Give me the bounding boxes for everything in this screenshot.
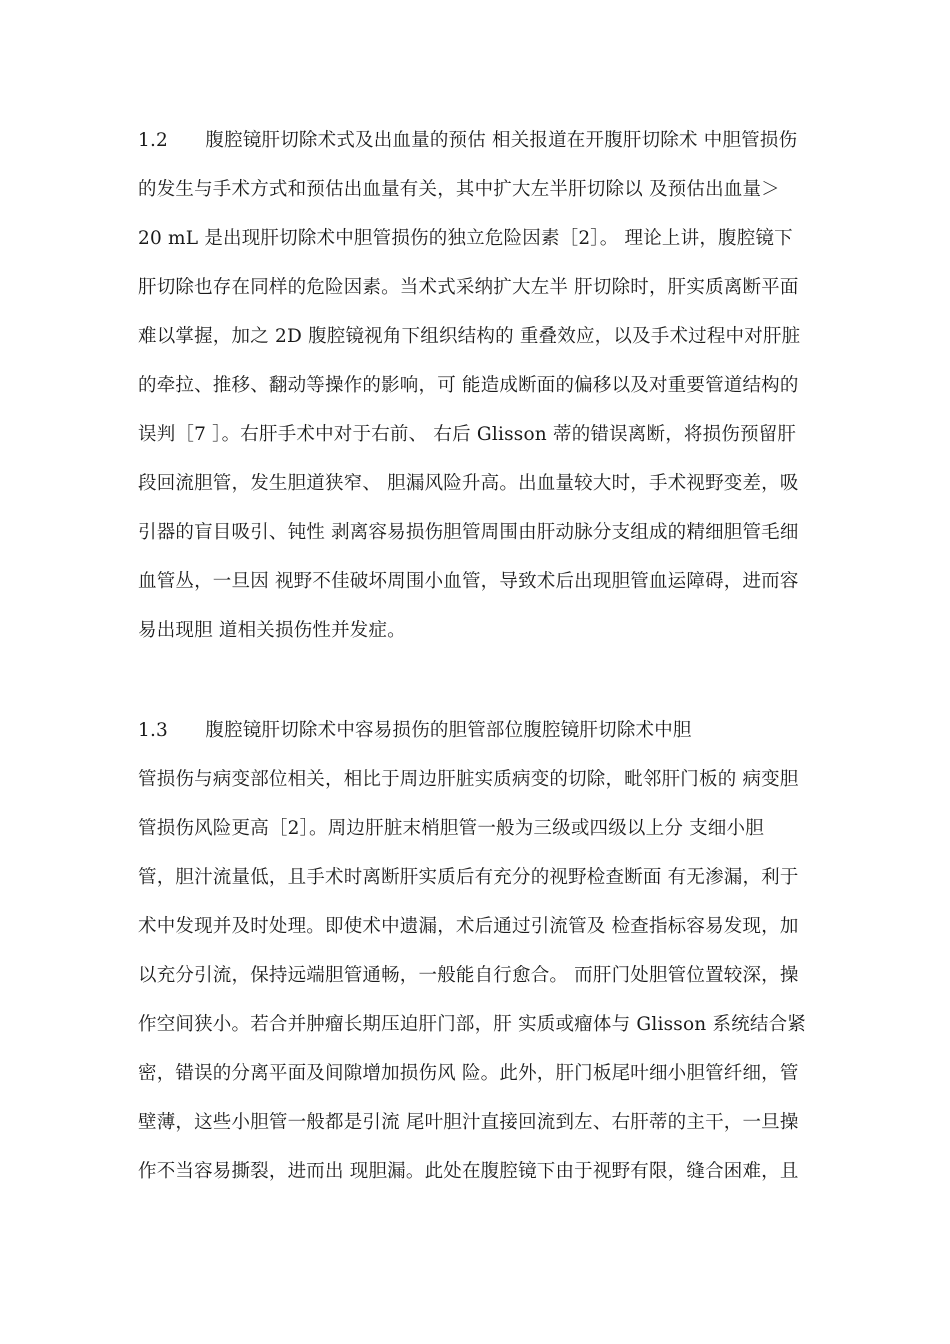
text-line: 术中发现并及时处理。即使术中遗漏，术后通过引流管及 检查指标容易发现，加 [138, 916, 799, 937]
text-line: 易出现胆 道相关损伤性并发症。 [138, 620, 406, 641]
text-line: 的发生与手术方式和预估出血量有关，其中扩大左半肝切除以 及预估出血量＞ [138, 179, 780, 200]
section-1-2-heading-line: 1.2 腹腔镜肝切除术式及出血量的预估 相关报道在开腹肝切除术 中胆管损伤 [138, 130, 798, 151]
text-line: 管损伤风险更高［2］。周边肝脏末梢胆管一般为三级或四级以上分 支细小胆 [138, 818, 764, 839]
text-line: 作不当容易撕裂，进而出 现胆漏。此处在腹腔镜下由于视野有限，缝合困难，且 [138, 1161, 799, 1182]
text-line: 管，胆汁流量低，且手术时离断肝实质后有充分的视野检查断面 有无渗漏，利于 [138, 867, 799, 888]
text-line: 肝切除也存在同样的危险因素。当术式采纳扩大左半 肝切除时，肝实质离断平面 [138, 277, 799, 298]
text-line: 密，错误的分离平面及间隙增加损伤风 险。此外，肝门板尾叶细小胆管纤细，管 [138, 1063, 799, 1084]
text-line: 误判［7 ］。右肝手术中对于右前、 右后 Glisson 蒂的错误离断，将损伤预留肝 [138, 424, 797, 445]
text-line: 20 mL 是出现肝切除术中胆管损伤的独立危险因素［2］。 理论上讲，腹腔镜下 [138, 228, 793, 249]
text-line: 的牵拉、推移、翻动等操作的影响，可 能造成断面的偏移以及对重要管道结构的 [138, 375, 799, 396]
text-line: 壁薄，这些小胆管一般都是引流 尾叶胆汁直接回流到左、右肝蒂的主干，一旦操 [138, 1112, 799, 1133]
text-line: 引器的盲目吸引、钝性 剥离容易损伤胆管周围由肝动脉分支组成的精细胆管毛细 [138, 522, 799, 543]
section-1-3-heading-line: 1.3 腹腔镜肝切除术中容易损伤的胆管部位腹腔镜肝切除术中胆 [138, 720, 692, 741]
text-line: 以充分引流，保持远端胆管通畅，一般能自行愈合。 而肝门处胆管位置较深，操 [138, 965, 799, 986]
text-line: 段回流胆管，发生胆道狭窄、 胆漏风险升高。出血量较大时，手术视野变差，吸 [138, 473, 799, 494]
text-line: 作空间狭小。若合并肿瘤长期压迫肝门部，肝 实质或瘤体与 Glisson 系统结合紧 [138, 1014, 806, 1035]
text-line: 难以掌握，加之 2D 腹腔镜视角下组织结构的 重叠效应，以及手术过程中对肝脏 [138, 326, 801, 347]
text-line: 血管丛，一旦因 视野不佳破坏周围小血管，导致术后出现胆管血运障碍，进而容 [138, 571, 799, 592]
text-line: 管损伤与病变部位相关，相比于周边肝脏实质病变的切除，毗邻肝门板的 病变胆 [138, 769, 799, 790]
